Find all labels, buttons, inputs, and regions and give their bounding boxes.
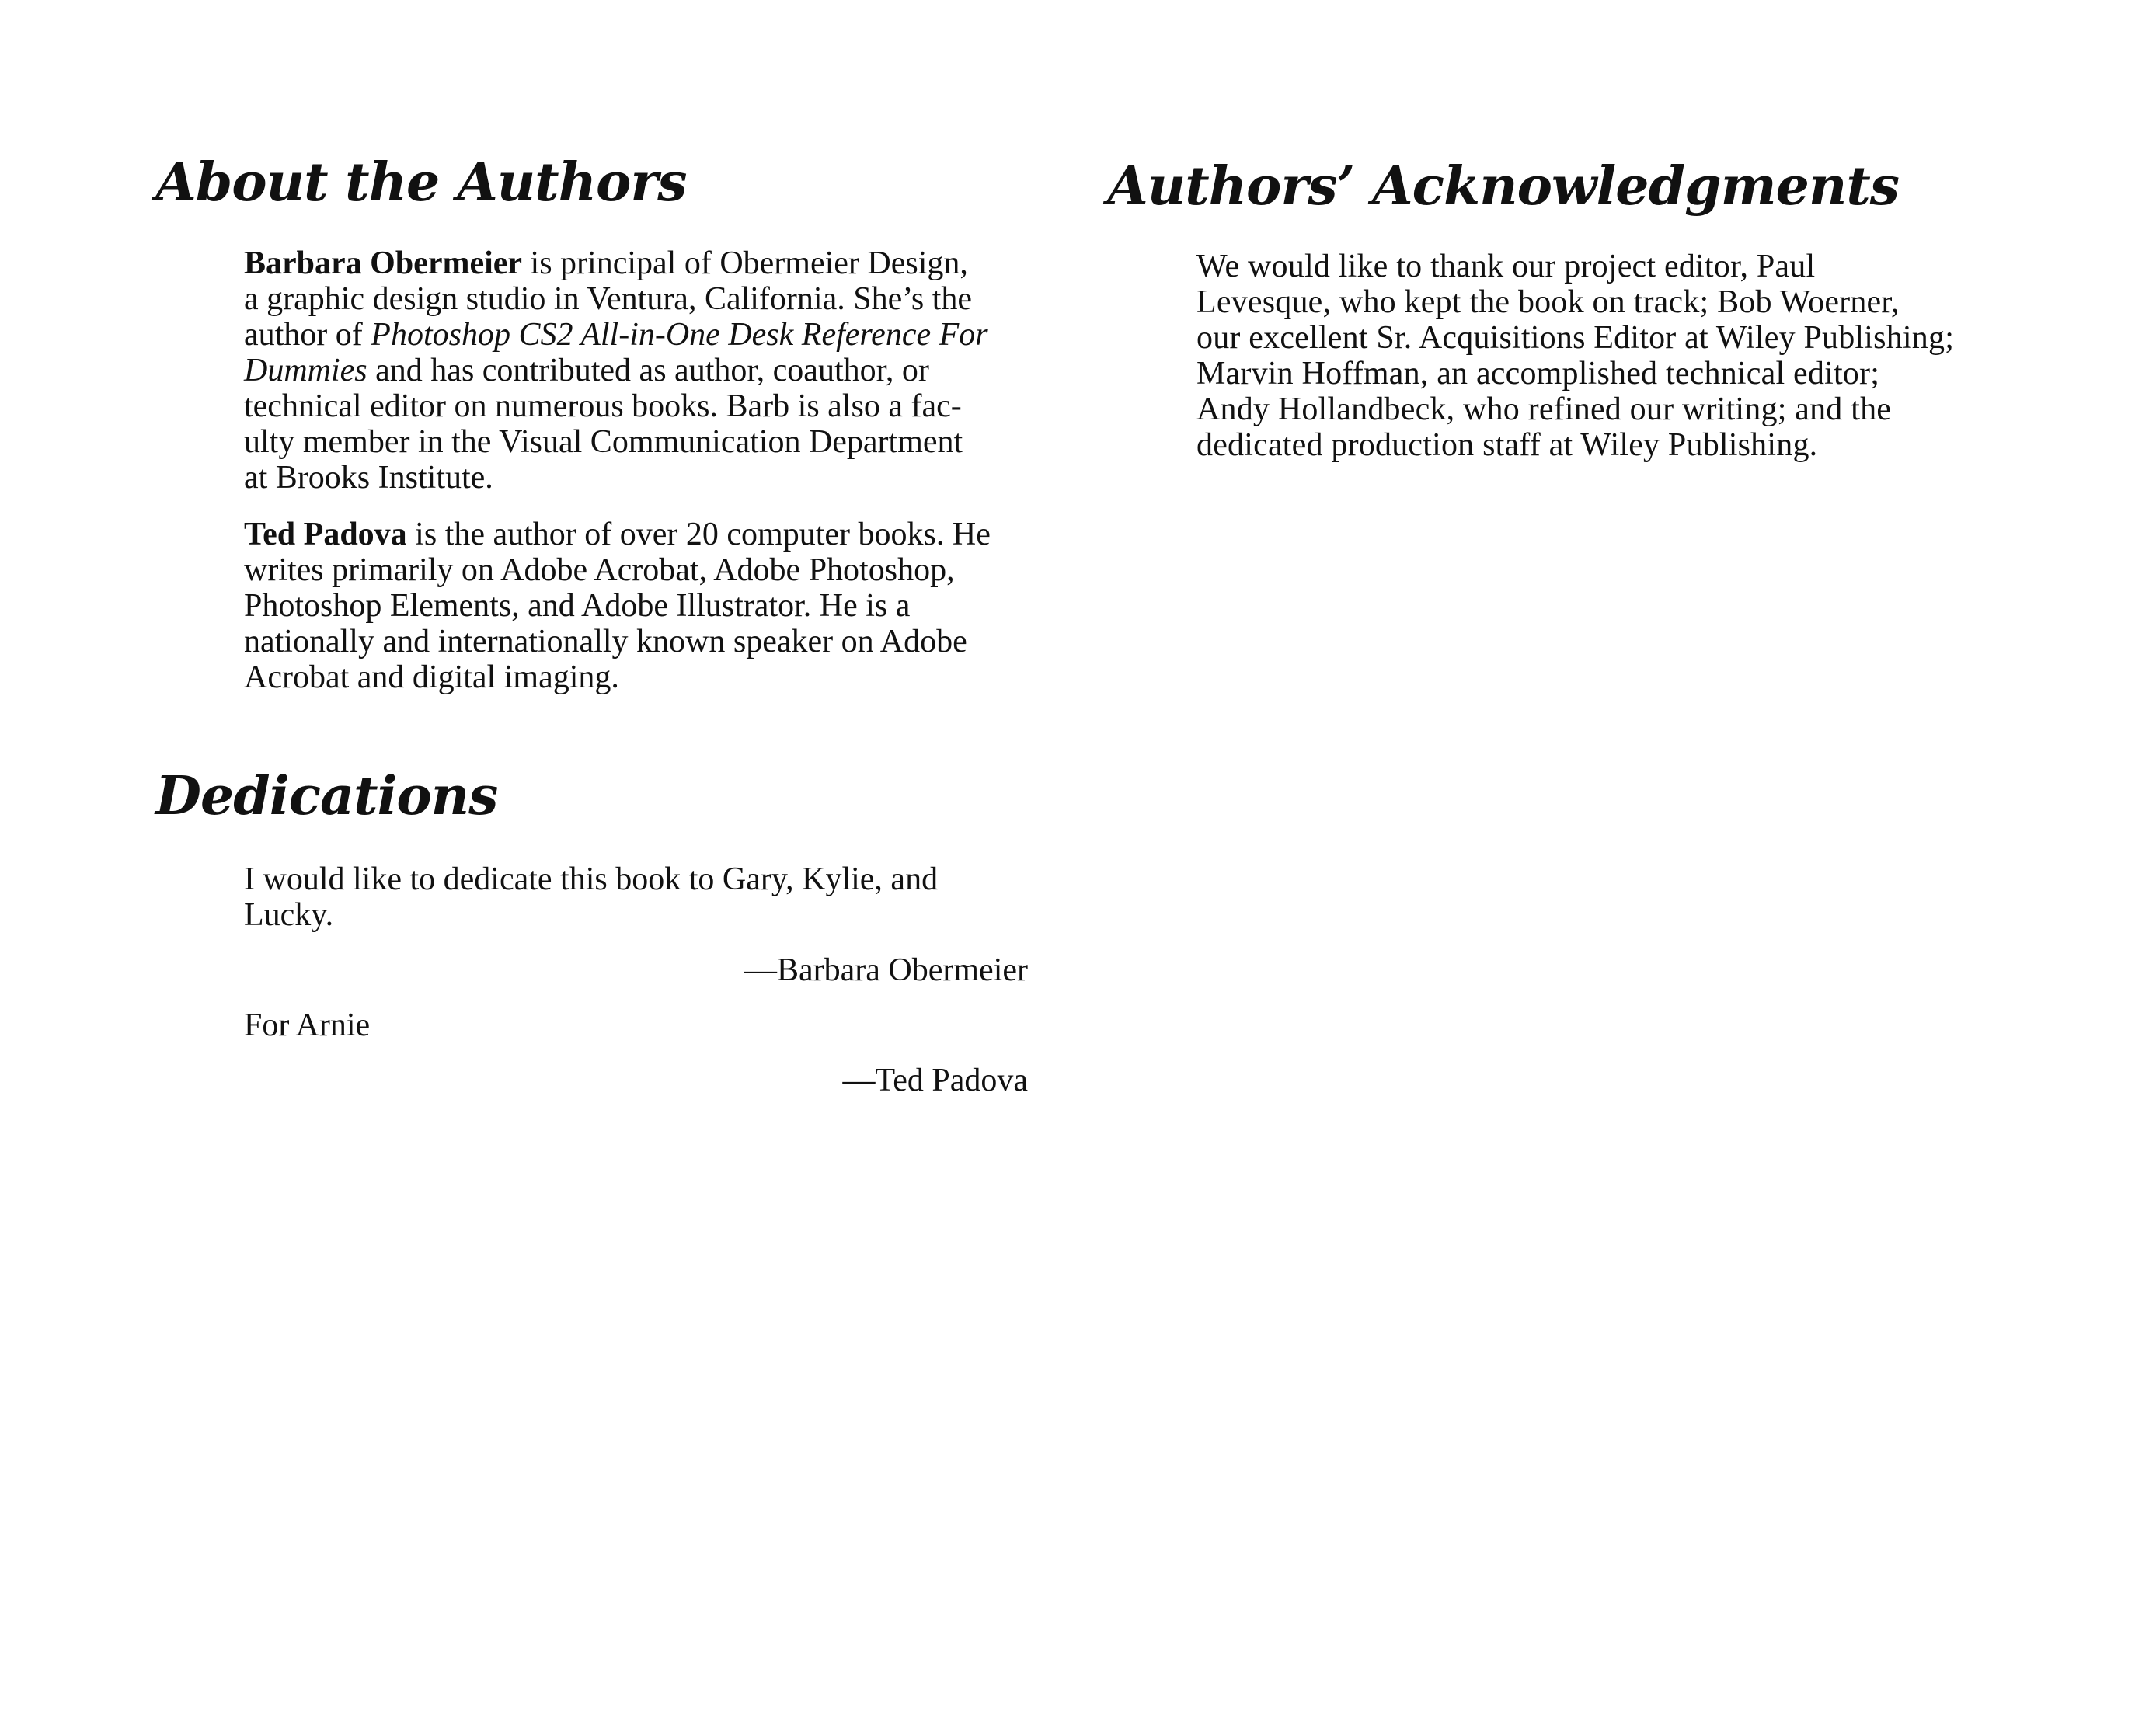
ack-line-5: Andy Hollandbeck, who refined our writing; and the bbox=[1196, 391, 1892, 427]
barbara-dedication bbox=[244, 861, 938, 933]
barbara-bio-line-3: author of Photoshop CS2 All-in-One Desk Reference For bbox=[244, 317, 988, 353]
book-title-cont: Dummies bbox=[244, 353, 367, 388]
acknowledgments-heading: Authors’ Acknowledgments bbox=[1107, 155, 1900, 217]
barbara-bio bbox=[244, 245, 988, 496]
ack-line-6: dedicated production staff at Wiley Publishing. bbox=[1196, 427, 1818, 463]
ack-line-4: Marvin Hoffman, an accomplished technical editor; bbox=[1196, 356, 1880, 391]
barbara-bio-line-4: Dummies and has contributed as author, coauthor, or bbox=[244, 353, 929, 388]
book-title: Photoshop CS2 All-in-One Desk Reference For bbox=[371, 317, 988, 353]
about-authors-heading: About the Authors bbox=[155, 151, 687, 214]
ted-bio-line-1: Ted Padova is the author of over 20 computer books. He bbox=[244, 517, 991, 552]
ted-bio-line-3: Photoshop Elements, and Adobe Illustrator. He is a bbox=[244, 588, 911, 624]
ted-name: Ted Padova bbox=[244, 517, 407, 552]
barbara-dedication-line-2: Lucky. bbox=[244, 897, 334, 933]
dedications-heading: Dedications bbox=[155, 765, 498, 827]
ack-line-1: We would like to thank our project editor, Paul bbox=[1196, 249, 1816, 284]
barbara-name: Barbara Obermeier bbox=[244, 245, 523, 281]
barbara-bio-line-2: a graphic design studio in Ventura, California. She’s the bbox=[244, 281, 973, 317]
ted-signature: —Ted Padova bbox=[842, 1063, 1028, 1098]
ack-line-3: our excellent Sr. Acquisitions Editor at Wiley Publishing; bbox=[1196, 320, 1955, 356]
ted-bio-line-2: writes primarily on Adobe Acrobat, Adobe Photoshop, bbox=[244, 552, 955, 588]
barbara-bio-line-6: ulty member in the Visual Communication Department bbox=[244, 424, 963, 460]
ted-bio-line-5: Acrobat and digital imaging. bbox=[244, 659, 619, 695]
barbara-bio-line-7: at Brooks Institute. bbox=[244, 460, 493, 496]
acknowledgments-text bbox=[1196, 249, 1954, 463]
ack-line-2: Levesque, who kept the book on track; Bob Woerner, bbox=[1196, 284, 1900, 320]
barbara-dedication-line-1: I would like to dedicate this book to Gary, Kylie, and bbox=[244, 861, 939, 897]
barbara-bio-line-1: Barbara Obermeier is principal of Obermeier Design, bbox=[244, 245, 968, 281]
ted-bio-line-4: nationally and internationally known speaker on Adobe bbox=[244, 624, 967, 659]
ted-dedication bbox=[244, 1007, 370, 1043]
ted-dedication-line-1: For Arnie bbox=[244, 1007, 371, 1043]
barbara-signature: —Barbara Obermeier bbox=[744, 952, 1028, 988]
barbara-bio-line-5: technical editor on numerous books. Barb is also a fac- bbox=[244, 388, 962, 424]
ted-bio bbox=[244, 517, 991, 695]
